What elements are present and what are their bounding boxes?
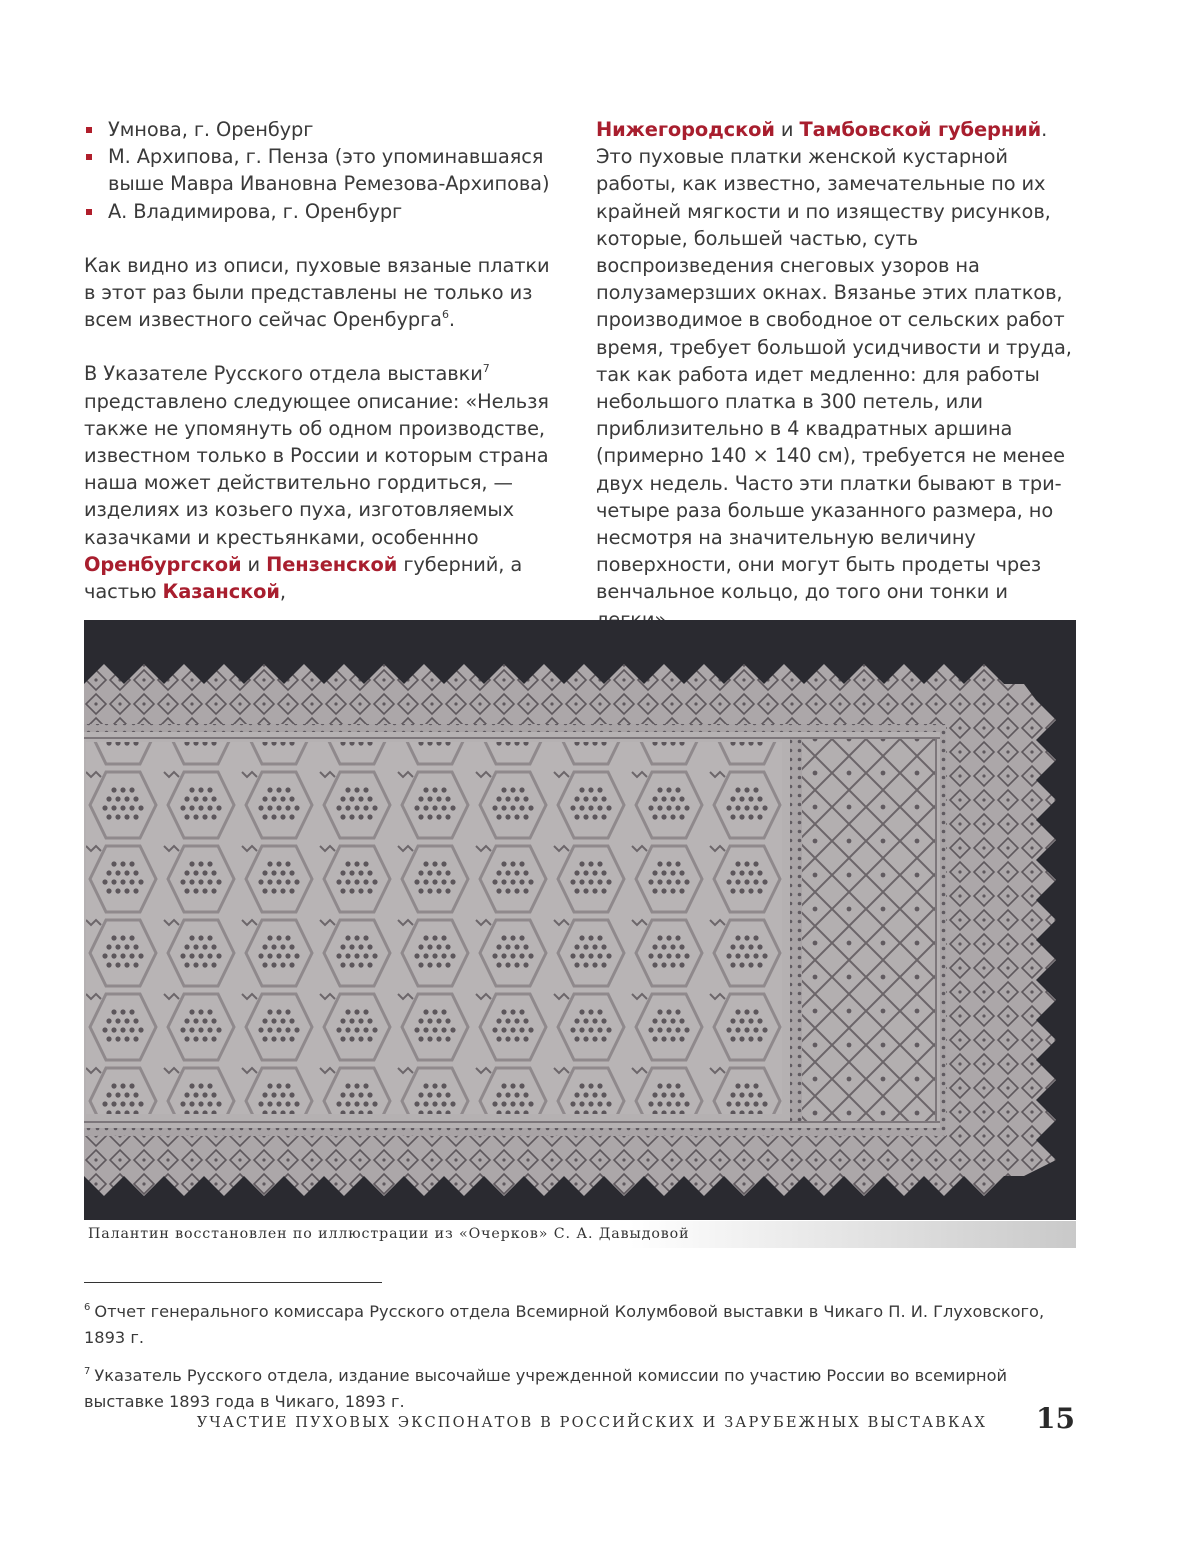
running-title: УЧАСТИЕ ПУХОВЫХ ЭКСПОНАТОВ В РОССИЙСКИХ И ЗАРУБЕЖНЫХ ВЫСТАВКАХ [196,1414,987,1431]
list-item: А. Владимирова, г. Оренбург [84,198,564,225]
page-number: 15 [1036,1402,1075,1435]
exhibitor-list [84,116,564,225]
figure-caption: Палантин восстановлен по иллюстрации из «Очерков» С. А. Давыдовой [84,1221,1076,1248]
highlight-tambov: Тамбовской губерний [799,118,1042,141]
footnote-6: $^6$ Отчет генерального комиссара Русского отдела Всемирной Колумбовой выставки в Чикаго П. И. Глуховского, 1893 г. [84,1302,1045,1347]
right-column [596,116,1076,633]
paragraph-quote-continued: Нижегородской и Тамбовской губерний. Это пуховые платки женской кустарной работы, как известно, замечательные по их крайней мягкости и по изяществу рисунков, которые, большей частью, суть воспроизведения снеговых узоров на полузамерзших окнах. Вязанье этих платков, производимое в свободное от сельских работ время, требует большой усидчивости и труда, так как работа идет медленно: для работы небольшого платка в 300 петель, или приблизительно в 4 квадратных аршина (примерно 140 × 140 см), требуется не менее двух недель. Часто эти платки бывают в три-четыре раза больше указанного размера, но несмотря на значительную величину поверхности, они могут быть продеты чрез венчальное кольцо, до того они тонки и [596,118,1072,604]
lace-stole-illustration [84,620,1076,1220]
paragraph-inventory: Как видно из описи, пуховые вязаные платки в этот раз были представлены не только из всем известного сейчас Оренбурга$^6$. [84,253,550,332]
highlight-kazan: Казанской [162,580,280,604]
highlight-penza: Пензенской [266,552,398,576]
footnote-ref-6[interactable]: 6 [441,308,449,322]
list-item: М. Архипова, г. Пенза (это упоминавшаяся выше Мавра Ивановна Ремезова-Архипова) [84,143,564,197]
footnote-ref-7[interactable]: 7 [482,362,490,376]
paragraph-index-quote: В Указателе Русского отдела выставки$^7$ представлено следующее описание: «Нельзя также не упомянуть об одном производстве, известном только в России и которым страна наша может действительно гордиться, — изделиях из козьего пуха, изготовляемых казачками и крестьянками, особеннно Оренбургской и Пензенской губерний, а частью Казанской, [84,362,549,604]
list-item: Умнова, г. Оренбург [84,116,564,143]
left-column [84,116,564,605]
lace-stole-photo [84,620,1076,1220]
highlight-orenburg: Оренбургской [84,552,242,576]
footnote-7: $^7$ Указатель Русского отдела, издание высочайше учрежденной комиссии по участию России во всемирной выставке 1893 года в Чикаго, 1893 г. [84,1366,1008,1411]
footnote-divider [84,1282,382,1283]
highlight-nizhny: Нижегородской [596,118,775,141]
